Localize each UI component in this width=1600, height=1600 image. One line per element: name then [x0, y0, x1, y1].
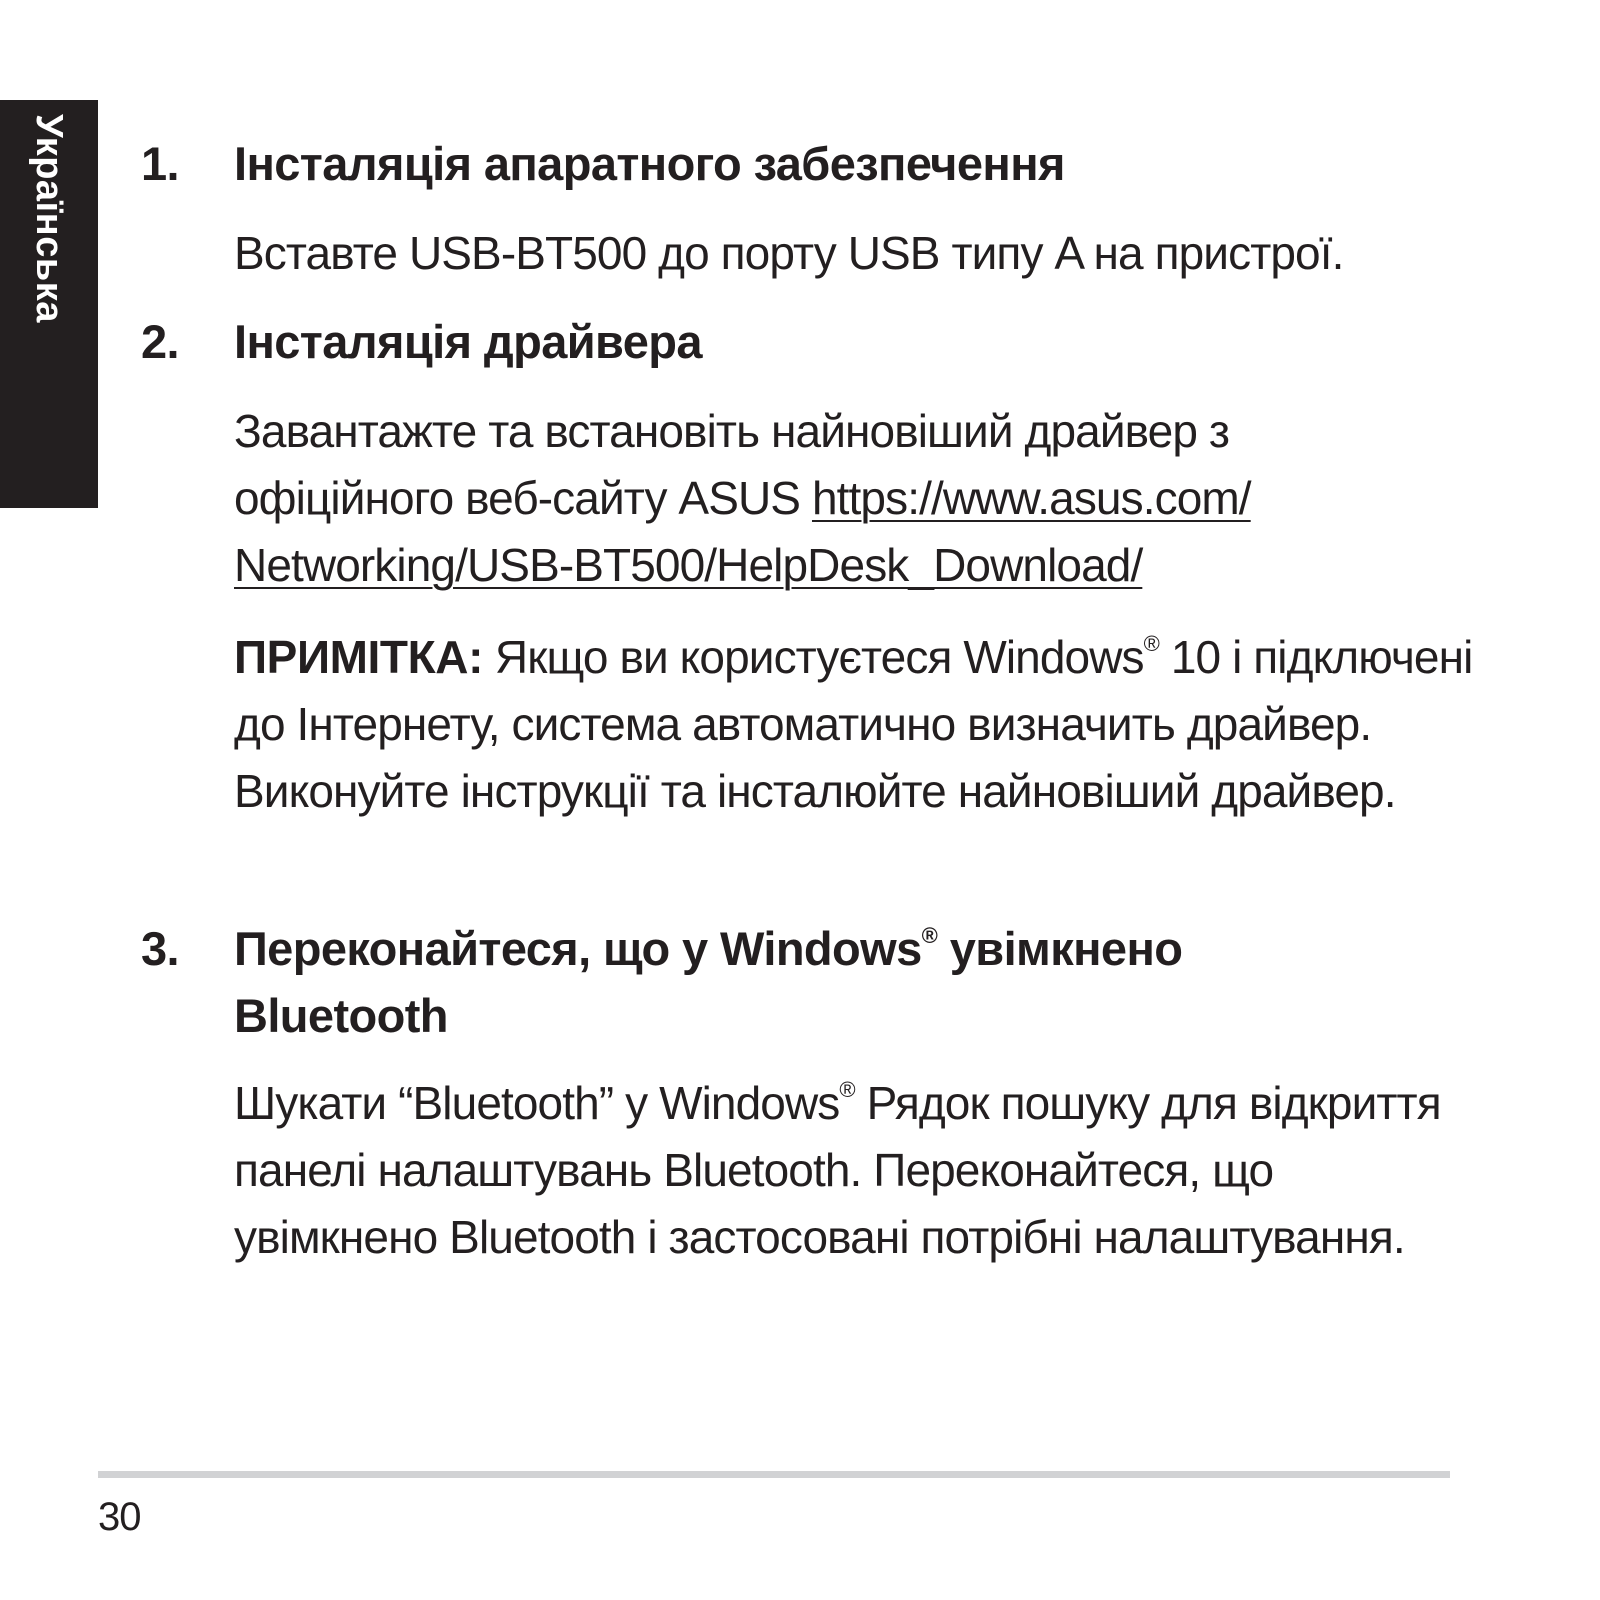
step-3-body-registered-mark: ®	[839, 1077, 855, 1102]
step-3-title-registered-mark: ®	[921, 923, 938, 948]
step-3-body	[234, 1070, 1464, 1271]
note-label: ПРИМІТКА:	[234, 631, 484, 683]
footer-divider	[98, 1471, 1450, 1478]
step-2-body-text: Завантажте та встановіть найновіший драйвер з офіційного веб-сайту ASUS	[234, 405, 1230, 524]
step-3-title-part1: Переконайтеся, що у Windows	[234, 922, 922, 975]
step-2-number: 2.	[141, 315, 179, 368]
note-registered-mark: ®	[1143, 631, 1159, 656]
step-1-title: Інсталяція апаратного забезпечення	[234, 137, 1065, 190]
asus-download-link-part1: https://www.asus.com/	[811, 472, 1251, 524]
step-2-body	[234, 398, 1344, 599]
note-text-1: Якщо ви користуєтеся Windows	[483, 631, 1144, 683]
step-3-number: 3.	[141, 922, 179, 975]
language-tab	[0, 100, 98, 508]
page-number: 30	[98, 1495, 141, 1539]
step-3-body-part1: Шукати “Bluetooth” у Windows	[234, 1077, 840, 1129]
language-tab-label: Українська	[28, 114, 70, 323]
step-3-title	[234, 915, 1244, 1049]
step-3-body-part2: Рядок пошуку для відкриття панелі налаштувань Bluetooth. Переконайтеся, що увімкнено Bluetooth і застосовані потрібні налаштування.	[234, 1077, 1441, 1263]
step-2-note	[234, 624, 1484, 825]
step-3-title-part2: увімкнено Bluetooth	[234, 922, 1183, 1042]
step-2-title: Інсталяція драйвера	[234, 315, 702, 368]
note-text-2: 10 і підключені до Інтернету, система автоматично визначить драйвер. Виконуйте інструкції та інсталюйте найновіший драйвер.	[234, 631, 1473, 817]
step-1-body: Вставте USB-BT500 до порту USB типу A на пристрої.	[234, 227, 1344, 279]
asus-download-link-part2: Networking/USB-BT500/HelpDesk_Download/	[234, 539, 1143, 591]
step-1-number: 1.	[141, 137, 179, 190]
